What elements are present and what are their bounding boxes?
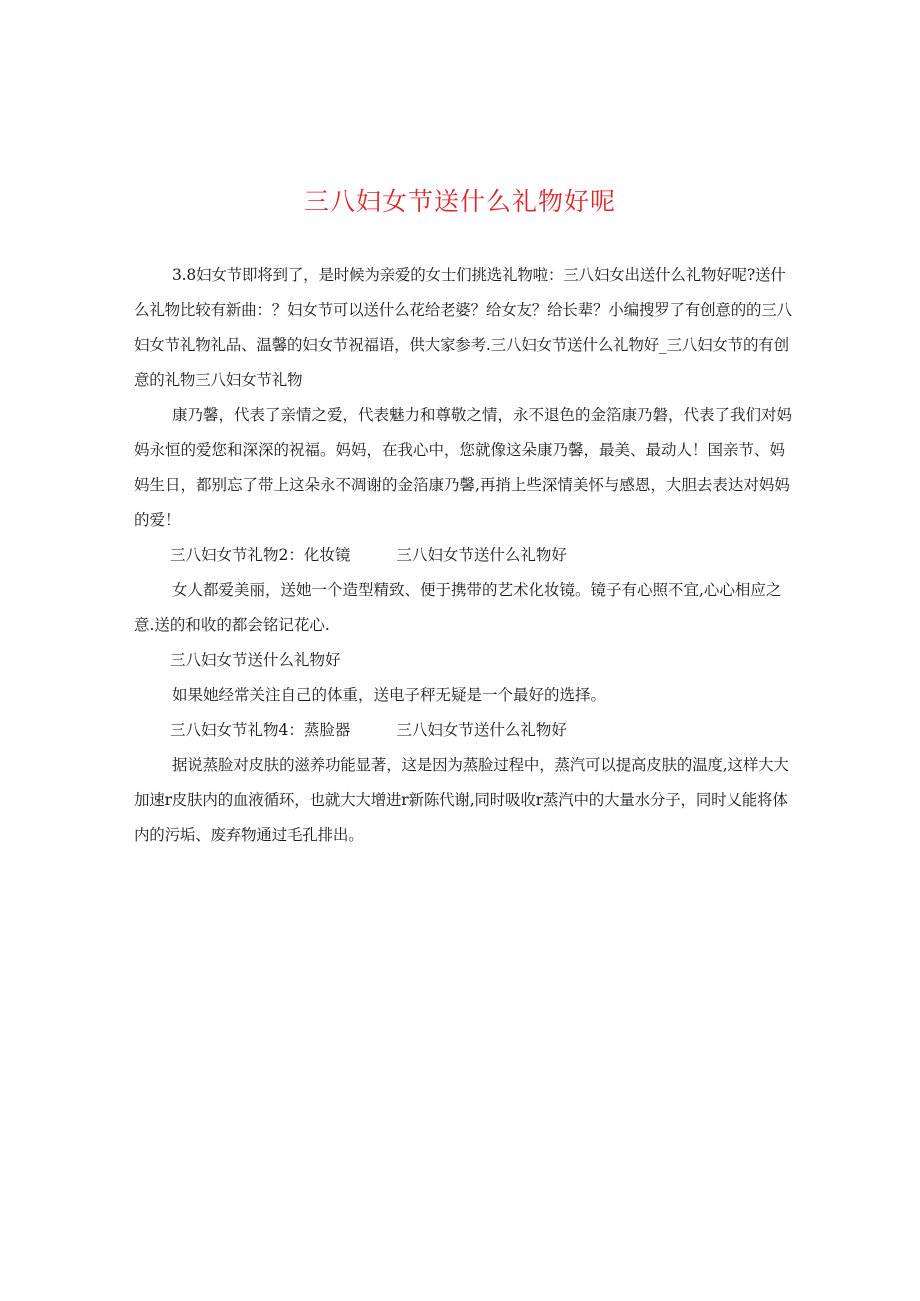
gift-4-heading bbox=[134, 713, 794, 748]
document-title: 三八妇女节送什么礼物好呢 bbox=[303, 187, 616, 216]
gift-4-heading-right: 三八妇女节送什么礼物好 bbox=[396, 721, 567, 739]
steamer-paragraph: 据说蒸脸对皮肤的滋养功能显著，这是因为蒸脸过程中，蒸汽可以提高皮肤的温度,这样大大加速r皮肤内的血液循环，也就大大增进r新陈代谢,同时吸收r蒸汽中的大量水分子，同时乂能将体内的污垢、废弃物通过毛孔排出。 bbox=[134, 756, 789, 844]
scale-paragraph: 如果她经常关注自己的体重，送电子秤无疑是一个最好的选择。 bbox=[172, 686, 607, 704]
gift-2-heading bbox=[134, 538, 794, 573]
gift-4-heading-left: 三八妇女节礼物4：蒸脸器 bbox=[170, 721, 351, 739]
intro-paragraph: 3.8妇女节即将到了，是时候为亲爱的女士们挑选礼物啦：三八妇女出送什么礼物好呢?送什么礼物比较有新曲：？妇女节可以送什么花给老婆？给女友？给长辈？小编搜罗了有创意的的三八妇女节礼物礼品、温馨的妇女节祝福语，供大家参考.三八妇女节送什么礼物好_三八妇女节的有创意的礼物三八妇女节礼物 bbox=[134, 266, 792, 389]
document-body bbox=[134, 258, 794, 853]
gift-3-heading: 三八妇女节送什么礼物好 bbox=[170, 651, 341, 669]
gift-2-heading-left: 三八妇女节礼物2：化妆镜 bbox=[170, 546, 351, 564]
gift-2-heading-right: 三八妇女节送什么礼物好 bbox=[396, 546, 567, 564]
mirror-paragraph: 女人都爱美丽，送她一个造型精致、便于携带的艺术化妆镜。镜子有心照不宜,心心相应之意.送的和收的都会铭记花心. bbox=[134, 581, 782, 634]
carnation-paragraph: 康乃馨，代表了亲情之爱，代表魅力和尊敬之情，永不退色的金箔康乃磐，代表了我们对妈妈永恒的爱您和深深的祝福。妈妈，在我心中，您就像这朵康乃馨，最美、最动人！国亲节、妈妈生日，都别忘了带上这朵永不凋谢的金箔康乃馨,再捎上些深情美怀与感恩，大胆去表达对妈妈的爱！ bbox=[134, 406, 793, 529]
